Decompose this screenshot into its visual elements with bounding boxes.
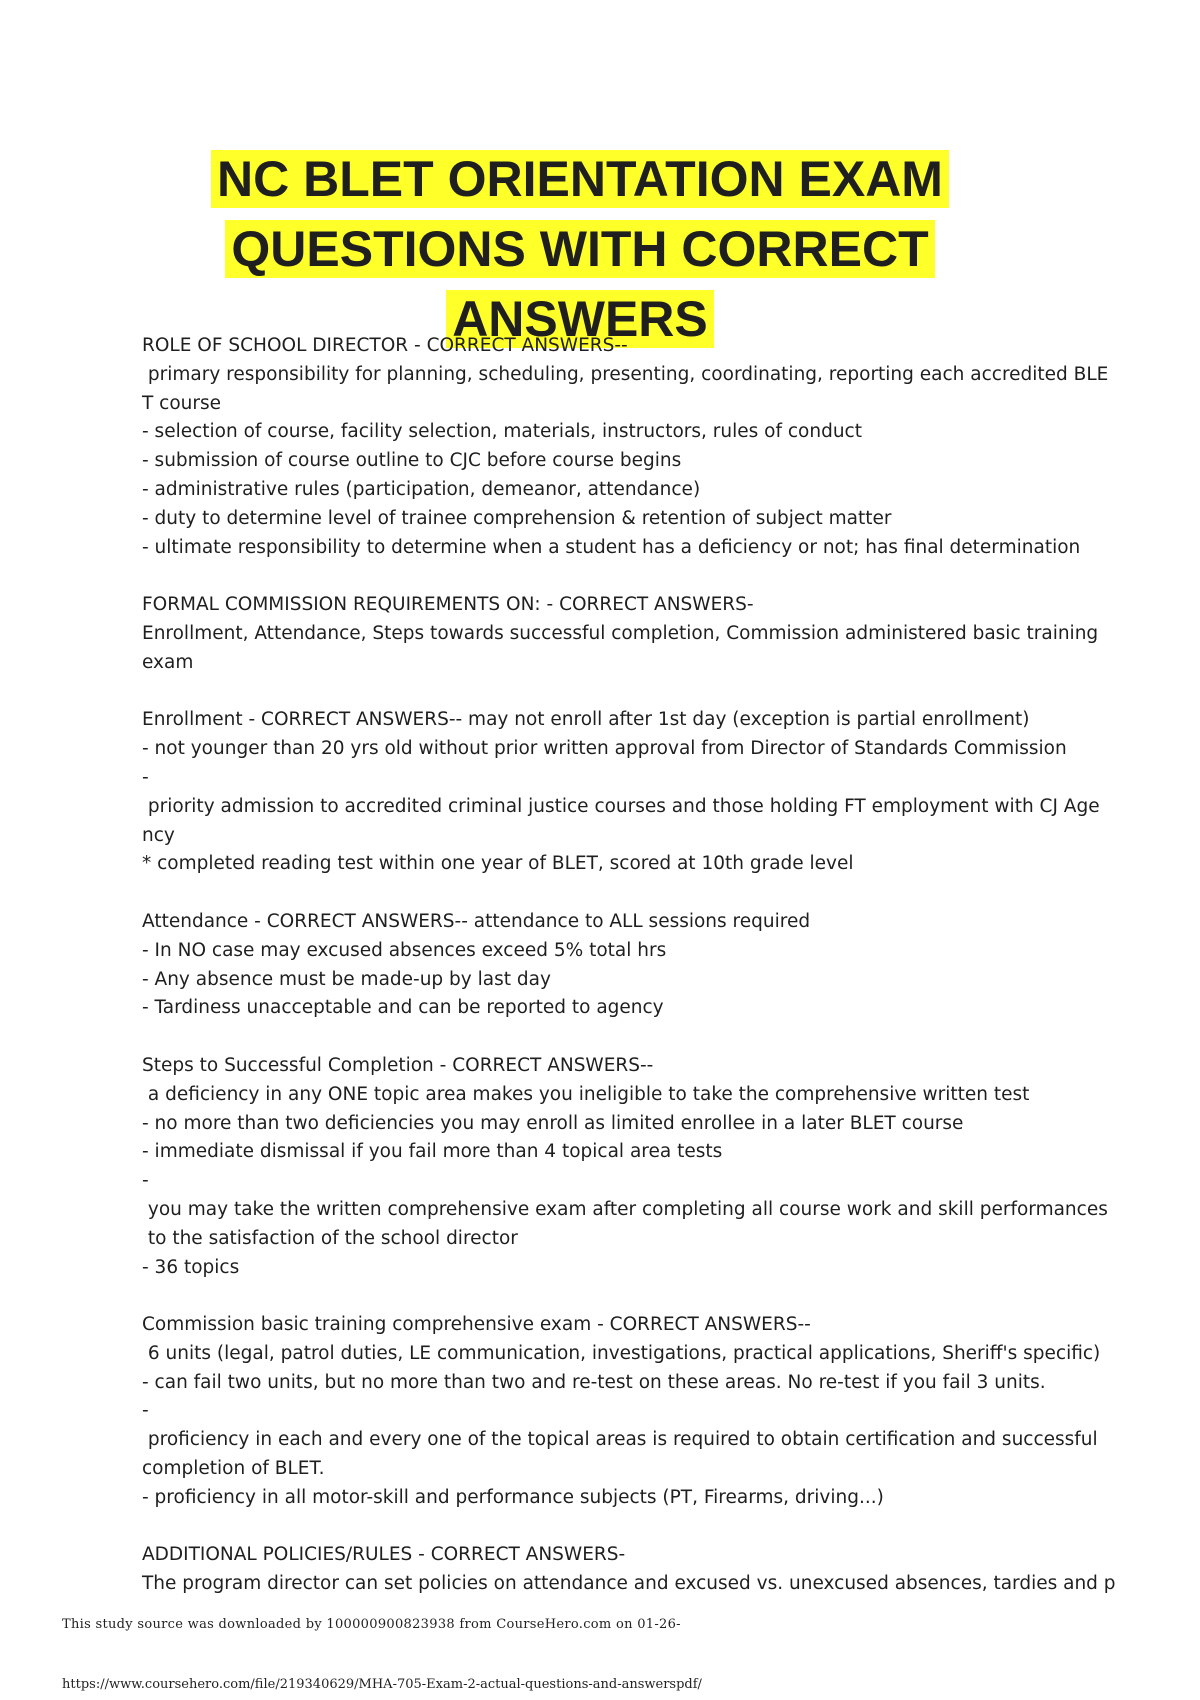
section-line: ncy xyxy=(142,824,175,846)
title-line-3: ANSWERS xyxy=(446,290,714,348)
section-line: - can fail two units, but no more than two and re-test on these areas. No re-test if you fail 3 units. xyxy=(142,1371,1046,1393)
section-line: - Any absence must be made-up by last day xyxy=(142,968,551,990)
qa-section xyxy=(142,591,1099,677)
section-line: - submission of course outline to CJC before course begins xyxy=(142,450,682,472)
section-line: - proficiency in all motor-skill and performance subjects (PT, Firearms, driving...) xyxy=(142,1486,884,1508)
qa-section xyxy=(142,706,1100,879)
qa-section xyxy=(142,1052,1108,1282)
section-line: - immediate dismissal if you fail more than 4 topical area tests xyxy=(142,1141,723,1163)
section-line: The program director can set policies on attendance and excused vs. unexcused absences, tardies and p xyxy=(142,1573,1116,1595)
section-heading: Steps to Successful Completion - CORRECT ANSWERS-- xyxy=(142,1054,654,1076)
qa-section xyxy=(142,908,1072,1023)
section-heading: Attendance - CORRECT ANSWERS-- attendance to ALL sessions required xyxy=(142,910,811,932)
section-line: - xyxy=(142,766,149,788)
section-line: proficiency in each and every one of the topical areas is required to obtain certification and successful xyxy=(142,1429,1098,1451)
section-line: - Tardiness unacceptable and can be reported to agency xyxy=(142,997,664,1019)
section-line: - xyxy=(142,1170,149,1192)
section-line: T course xyxy=(142,392,222,414)
section-heading: ROLE OF SCHOOL DIRECTOR - CORRECT ANSWERS-- xyxy=(142,335,628,356)
section-heading: FORMAL COMMISSION REQUIREMENTS ON: - CORRECT ANSWERS- xyxy=(142,594,754,616)
section-line: - selection of course, facility selection, materials, instructors, rules of conduct xyxy=(142,421,862,443)
section-heading: Commission basic training comprehensive exam - CORRECT ANSWERS-- xyxy=(142,1314,811,1336)
document-title xyxy=(0,150,1160,360)
qa-section xyxy=(142,1311,1101,1513)
section-line: - duty to determine level of trainee comprehension & retention of subject matter xyxy=(142,507,892,529)
section-line: to the satisfaction of the school director xyxy=(142,1227,518,1249)
source-url[interactable]: https://www.coursehero.com/file/219340629/MHA-705-Exam-2-actual-questions-and-answerspdf/ xyxy=(62,1677,702,1692)
section-heading: Enrollment - CORRECT ANSWERS-- may not enroll after 1st day (exception is partial enrollment) xyxy=(142,709,1030,731)
section-line: completion of BLET. xyxy=(142,1458,325,1480)
section-line: - xyxy=(142,1400,149,1422)
section-line: - not younger than 20 yrs old without prior written approval from Director of Standards Commission xyxy=(142,738,1067,760)
section-line: - ultimate responsibility to determine when a student has a deficiency or not; has final determination xyxy=(142,536,1081,558)
section-line: * completed reading test within one year of BLET, scored at 10th grade level xyxy=(142,853,854,875)
section-heading: ADDITIONAL POLICIES/RULES - CORRECT ANSWERS- xyxy=(142,1544,626,1566)
source-note: This study source was downloaded by 100000900823938 from CourseHero.com on 01-26- xyxy=(62,1617,681,1632)
section-line: exam xyxy=(142,651,194,673)
section-line: - administrative rules (participation, demeanor, attendance) xyxy=(142,478,701,500)
qa-section xyxy=(142,1541,1116,1599)
title-line-2: QUESTIONS WITH CORRECT xyxy=(225,220,934,278)
section-line: a deficiency in any ONE topic area makes you ineligible to take the comprehensive written test xyxy=(142,1083,1030,1105)
qa-section xyxy=(142,332,1109,562)
title-line-1: NC BLET ORIENTATION EXAM xyxy=(211,150,949,208)
document-body xyxy=(142,332,1116,1628)
section-line: - 36 topics xyxy=(142,1256,240,1278)
section-line: priority admission to accredited criminal justice courses and those holding FT employment with CJ Age xyxy=(142,795,1100,817)
section-line: Enrollment, Attendance, Steps towards successful completion, Commission administered basic training xyxy=(142,622,1099,644)
section-line: - no more than two deficiencies you may enroll as limited enrollee in a later BLET course xyxy=(142,1112,964,1134)
section-line: - In NO case may excused absences exceed 5% total hrs xyxy=(142,939,667,961)
section-line: you may take the written comprehensive exam after completing all course work and skill performances xyxy=(142,1198,1108,1220)
section-line: primary responsibility for planning, scheduling, presenting, coordinating, reporting each accredited BLE xyxy=(142,363,1109,385)
section-line: 6 units (legal, patrol duties, LE communication, investigations, practical applications, Sheriff's specific) xyxy=(142,1342,1101,1364)
